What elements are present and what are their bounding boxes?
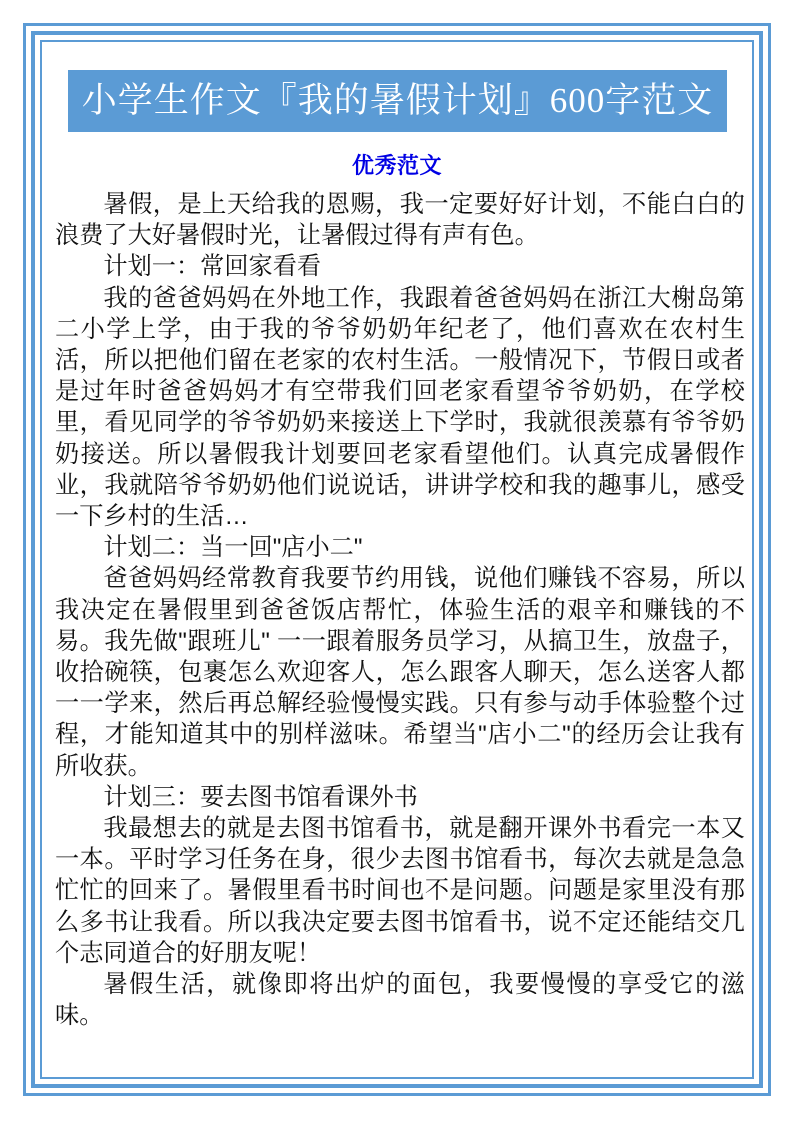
page-title: 小学生作文『我的暑假计划』600字范文 bbox=[81, 81, 714, 120]
document-content bbox=[46, 46, 748, 1073]
plan-one-heading: 计划一：常回家看看 bbox=[103, 253, 322, 281]
essay-body bbox=[55, 189, 745, 1031]
plan-two-heading: 计划二：当一回"店小二" bbox=[103, 534, 363, 562]
plan-three-heading: 计划三：要去图书馆看课外书 bbox=[103, 783, 418, 811]
paragraph: 我的爸爸妈妈在外地工作，我跟着爸爸妈妈在浙江大榭岛第二小学上学，由于我的爷爷奶奶年纪老了，他们喜欢在农村生活，所以把他们留在老家的农村生活。一般情况下，节假日或者是过年时爸爸妈妈才有空带我们回老家看望爷爷奶奶，在学校里，看见同学的爷爷奶奶来接送上下学时，我就很羡慕有爷爷奶奶接送。所以暑假我计划要回老家看望他们。认真完成暑假作业，我就陪爷爷奶奶他们说说话，讲讲学校和我的趣事儿，感受一下乡村的生活… bbox=[55, 284, 745, 531]
closing-paragraph: 暑假生活，就像即将出炉的面包，我要慢慢的享受它的滋味。 bbox=[55, 971, 745, 1030]
title-banner bbox=[68, 70, 727, 132]
paragraph: 暑假，是上天给我的恩赐，我一定要好好计划，不能白白的浪费了大好暑假时光，让暑假过得有声有色。 bbox=[55, 191, 745, 250]
paragraph: 我最想去的就是去图书馆看书，就是翻开课外书看完一本又一本。平时学习任务在身，很少去图书馆看书，每次去就是急急忙忙的回来了。暑假里看书时间也不是问题。问题是家里没有那么多书让我看。所以我决定要去图书馆看书，说不定还能结交几个志同道合的好朋友呢！ bbox=[55, 815, 745, 967]
subtitle-heading: 优秀范文 bbox=[351, 153, 442, 178]
paragraph: 爸爸妈妈经常教育我要节约用钱，说他们赚钱不容易，所以我决定在暑假里到爸爸饭店帮忙，体验生活的艰辛和赚钱的不易。我先做"跟班儿" 一一跟着服务员学习，从搞卫生，放盘子，收拾碗筷，包裹怎么欢迎客人，怎么跟客人聊天，怎么送客人都一一学来，然后再总解经验慢慢实践。只有参与动手体验整个过程，才能知道其中的别样滋味。希望当"店小二"的经历会让我有所收获。 bbox=[55, 565, 745, 780]
